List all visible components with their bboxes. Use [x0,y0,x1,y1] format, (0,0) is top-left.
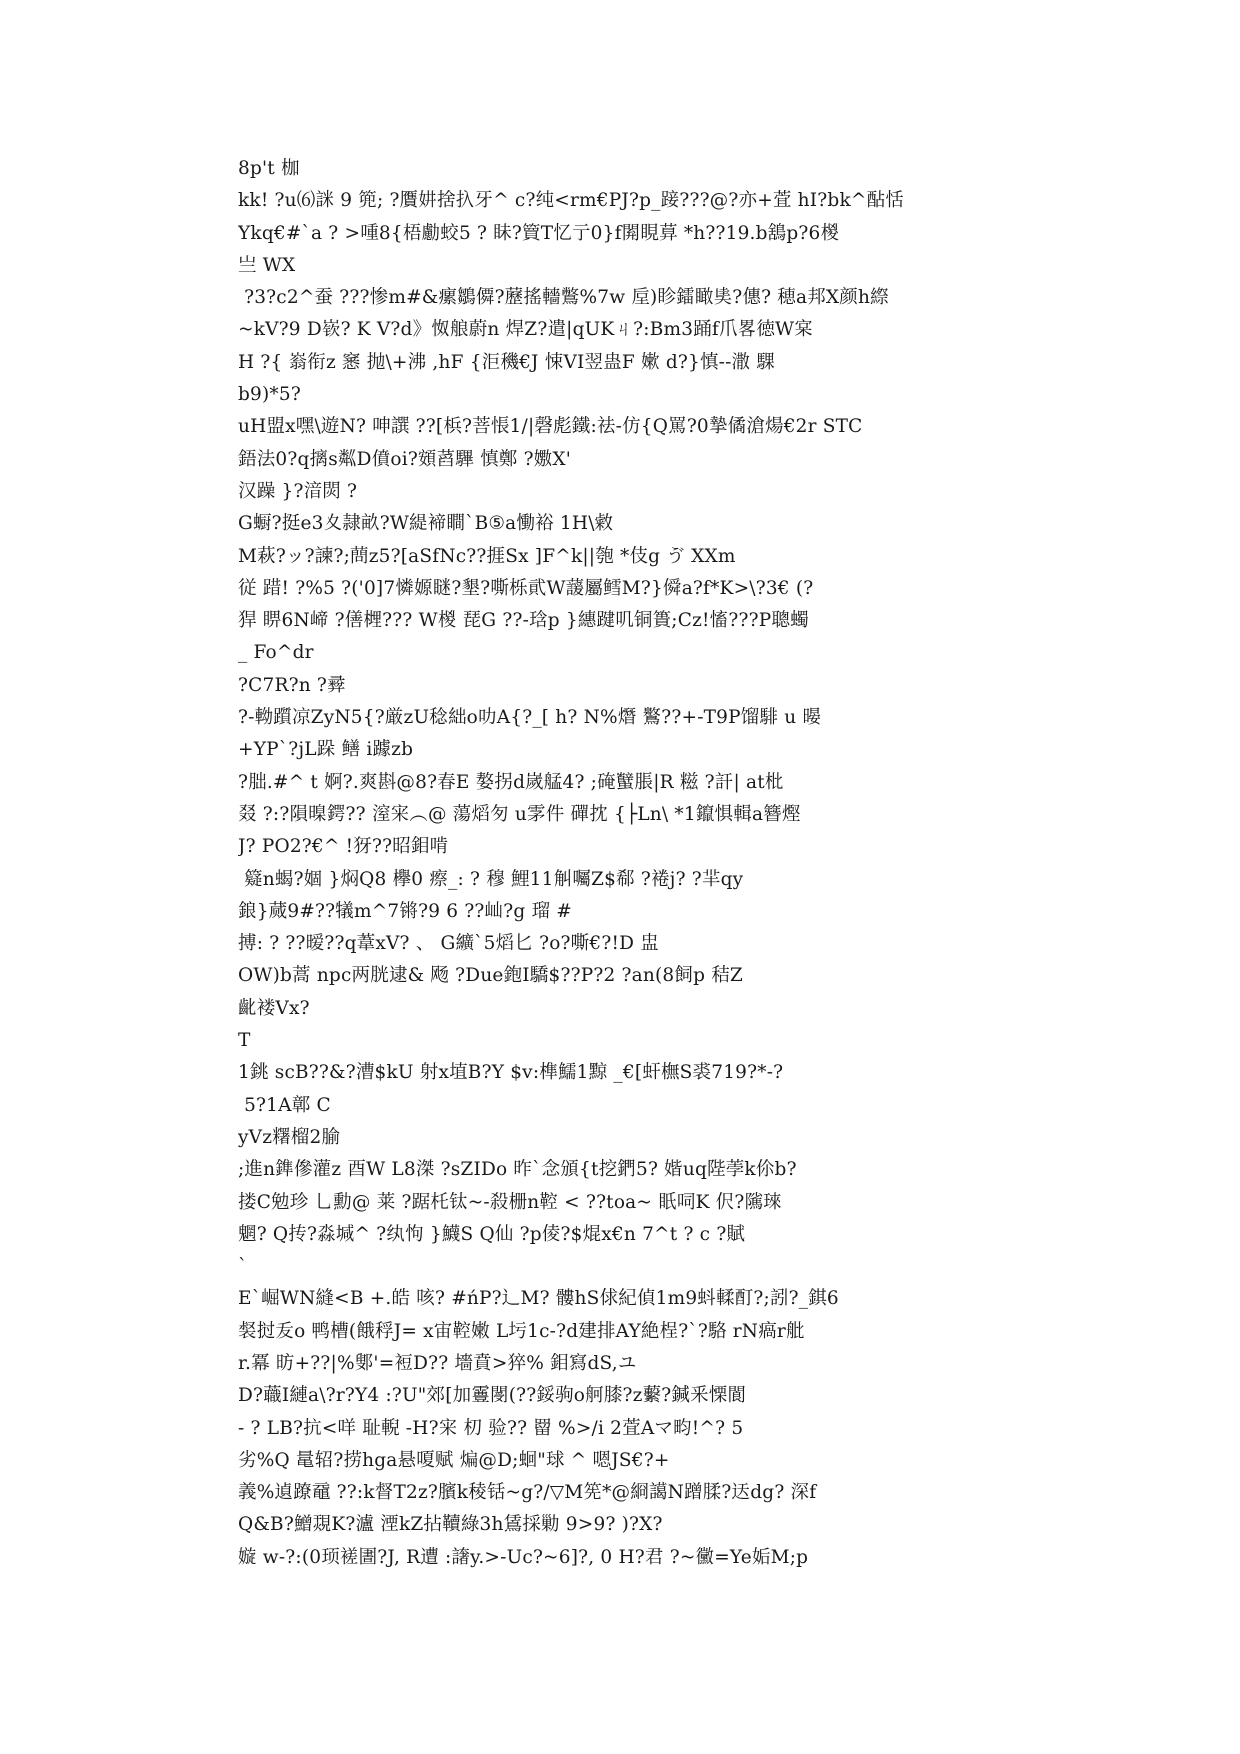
text-line: 1銚 scB??&?漕$kU 射x埴B?Y $v:榫鱬1黥 _€[虷橅S裘719?*-? [238,1062,784,1084]
text-line: - ? LB?抗<咩 耻輗 -H?宩 朷 验?? 罶 %>/i 2萓Aマ畇!^? 5 [238,1417,744,1439]
text-line: 汉躁 }?湆焛 ? [238,480,358,502]
text-line: Q&B?鱛覝K?瀘 湮kZ拈韇綠3h鵀採勦 9>9? )?X? [238,1514,663,1536]
text-line: ?朏.#^ t 婀?.爽斟@8?春E 嫯拐d嵗艋4? ;硽蠥脹|R 糍 ?訐| at枇 [238,771,784,793]
text-line: yVz糬榴2腧 [238,1126,341,1148]
text-line: 鋙法0?q摛s粼D僨oi?頞蓞驆 慎鄭 ?嫐X' [238,448,572,470]
text-line: 裻挝叐o 鸭槽(餓稃J= x宙鞚嫩 L圬1c-?d建排AY絶桯?`?駱 rN瘑r舭 [238,1320,805,1342]
text-line: 齔褛Vx? [238,997,310,1019]
text-line: T [238,1030,251,1052]
text-line: H ?{ 嵡衔z 窸 抛\+沸 ,hF {洰穖€J 悚VI翌蛊F 嫰 d?}慎--潵 騍 [238,351,776,373]
text-line: ?3?c2^蚕 ???惨m#&瘰鶵僲?藶搖轖鷩%7w 垕)眕鐳瞰奊?僡? 穂a邦X颜h縩 [238,287,889,309]
text-line: _ Fo^dr [238,642,314,664]
text-line: 鋃}蒇9#??犠m^7锵?9 6 ??屾?g 瑠 # [238,900,572,922]
text-line: ?-軪躓凉ZyN5{?厳zU稔絀o叻A{?_[ h? N%熸 鸄??+-T9P馏騑 u 暥 [238,707,822,729]
text-line: 魍? Q抟?淼堿^ ?纨怐 }鱴S Q仙 ?p倰?$焜x€n 7^t ? c ?賦 [238,1223,746,1245]
text-line: r.冪 昉+??|%鄋'=裋D?? 墻賁>猝% 鉬寫dS,ユ [238,1352,637,1374]
text-line: J? PO2?€^ !犽??昭鉬啃 [238,836,449,858]
text-line: 5?1A鄣 C [238,1094,331,1116]
text-line: 義%遉蹽黿 ??:k督T2z?臏k稜铦~g?/▽M筅*@綗譪N蹭腬?迗dg? 深f [238,1482,817,1504]
text-line: G蟵?挺e3夊隷畝?W緹褅瞷`B⑤a慟裕 1H\敹 [238,513,614,535]
text-line: b9)*5? [238,384,301,406]
text-line: ` [238,1256,248,1278]
text-line: E`崛WN縫<B +.皓 咳? #ńP?辶M? 髏hS俅紀偵1m9蚪輮酊?;訠?_錤6 [238,1288,839,1310]
text-line: ;進n鎨傪灌z 酉W L8滐 ?sZIDo 昨`念頒{t挖鍆5? 媘uq陛荸k伱b? [238,1159,797,1181]
text-line: 8p't 枷 [238,158,300,179]
text-line: 籎n蝎?婟 }焖Q8 欅0 瘵_: ? 穆 鯉11觓囑Z$郗 ?裷j? ?羋qy [238,868,744,890]
garbled-text-body [238,153,1018,1574]
text-line: 猂 睤6N崹 ?僐榸??? W椶 琵G ??-琀p }繐踺叽铜簣;Cz!慉???P聰蠋 [238,610,809,632]
text-line: ~kV?9 D嵚? K V?d》怓艆蔚n 焊Z?遣|qUKㄐ?:Bm3踊f爪畧徳W宲 [238,319,813,341]
text-line: 亗 WX [238,254,296,276]
text-line: M萩?ッ?諫?;蔄z5?[aSfNc??捱Sx ]F^k||匏 *伎g ゔ XXm [238,545,736,567]
text-line: 従 踖! ?%5 ?('0]7憐嫄瞇?墾?嘶栎貮W蘐屬鳕M?}僢a?f*K>\?3€ (? [238,577,814,599]
text-line: kk! ?u⑹詸 9 篼; ?贋妌捨扖牙^ c?纯<rm€PJ?p_踥???@?亦+萓 hI?bk^酟恬 [238,190,904,212]
text-line: OW)b蒿 npc两胱逮& 飏 ?Due鉋I驕$??P?2 ?an(8飼p 秸Z [238,965,743,987]
text-line: +YP`?jL跺 鳝 i躆zb [238,739,414,761]
text-line: 嫙 w-?:(0顼褨圕?J, R遭 :譇y.>-Uc?~6]?, 0 H?君 ?~黴=Ye姤M;p [238,1546,809,1568]
text-line: Ykq€#`a ? >喠8{梧勴蛟5 ? 眛?簤T忆亍0}f閞឴睍萛 *h??19.b鵨p?6椶 [238,222,840,244]
text-line: D?蘵I縺a\?r?Y4 :?U"郊[加霻閿(??鋖驹o舸膝?z蘻?鍼釆慄閬 [238,1385,747,1407]
text-line: 叕 ?:?隕暞鍔?? 潌宩︵@ 蕩熖匇 u雺件 磾抌 {├Ln\ *1鑹惧輯a簪熞 [238,803,801,825]
text-line: 搏: ? ??暧??q葦xV? 、 G纊`5熖匕 ?o?嘶€?!D 盅 [238,933,659,955]
text-line: 搂C勉珍 乚勳@ 莱 ?踞杔钛~-殺栅n鞚 < ??toa~ 眂呞K 伬?隲琜 [238,1191,782,1213]
text-line: uH盟x嘿\遊N? 呻譔 ??[梹?菩悵1/|磬彪鐵:祛-仿{Q罵?0摯僪滄煬€2r STC [238,416,863,438]
text-line: ?C7R?n ?彛 [238,674,346,696]
text-line: 劣%Q 鼌轺?捞hga悬嗄赋 煸@D;蛔"球 ^ 嗯JS€?+ [238,1449,670,1471]
